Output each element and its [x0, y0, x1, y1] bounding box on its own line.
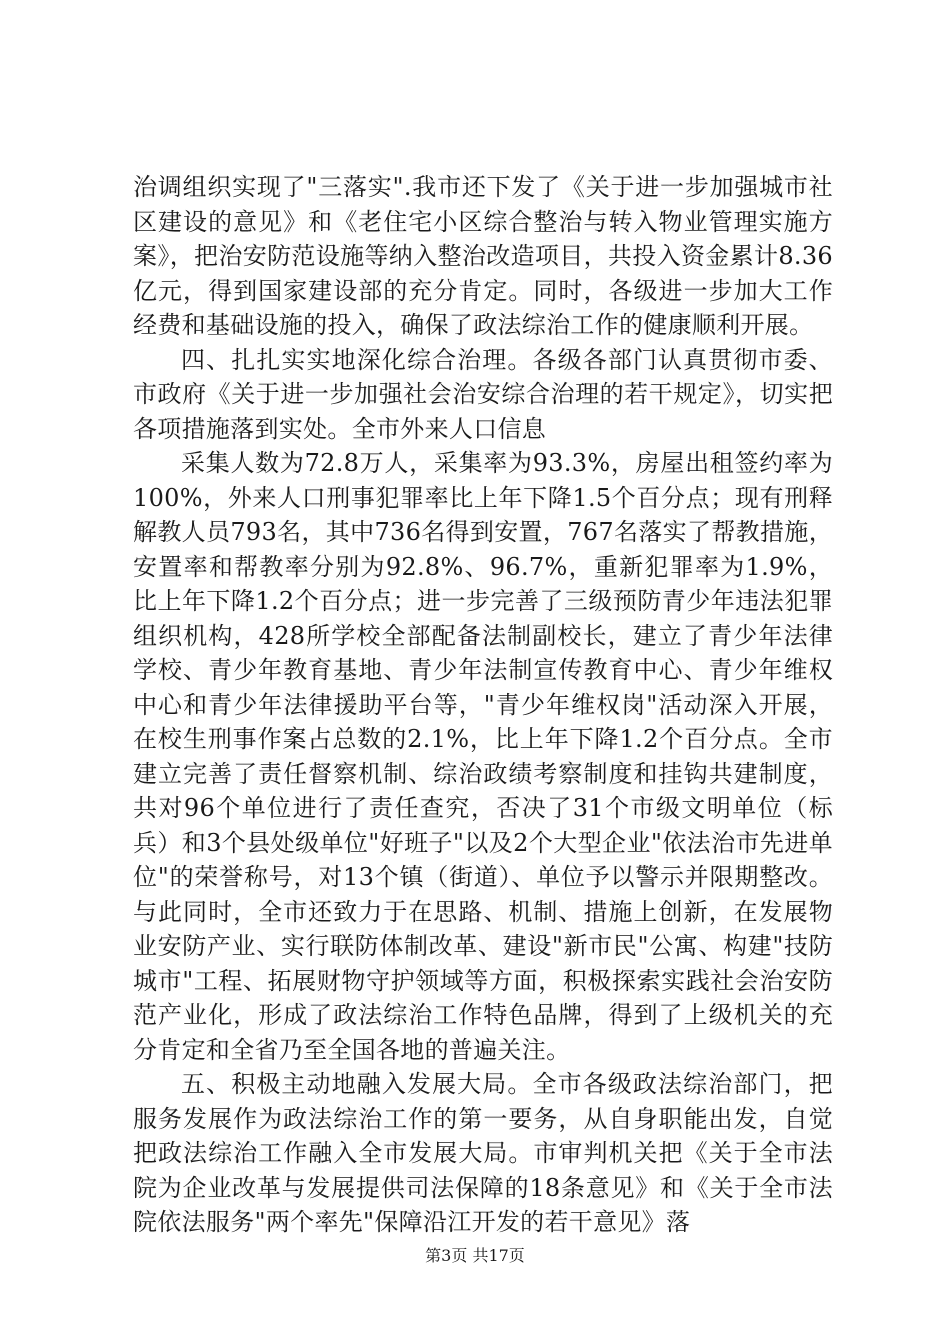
page-number-label: 第3页 共17页 — [425, 1246, 525, 1265]
page-footer — [0, 1243, 950, 1266]
document-body — [133, 170, 833, 1240]
paragraph-4: 五、积极主动地融入发展大局。全市各级政法综治部门，把服务发展作为政法综治工作的第一要务，从自身职能出发，自觉把政法综治工作融入全市发展大局。市审判机关把《关于全市法院为企业改革与发展提供司法保障的18条意见》和《关于全市法院依法服务"两个率先"保障沿江开发的若干意见》落 — [133, 1070, 833, 1236]
paragraph-3: 采集人数为72.8万人，采集率为93.3%，房屋出租签约率为100%，外来人口刑事犯罪率比上年下降1.5个百分点；现有刑释解教人员793名，其中736名得到安置，767名落实了帮教措施，安置率和帮教率分别为92.8%、96.7%，重新犯罪率为1.9%，比上年下降1.2个百分点；进一步完善了三级预防青少年违法犯罪组织机构，428所学校全部配备法制副校长，建立了青少年法律学校、青少年教育基地、青少年法制宣传教育中心、青少年维权中心和青少年法律援助平台等，"青少年维权岗"活动深入开展，在校生刑事作案占总数的2.1%，比上年下降1.2个百分点。全市建立完善了责任督察机制、综治政绩考察制度和挂钩共建制度，共对96个单位进行了责任查究，否决了31个市级文明单位（标兵）和3个县处级单位"好班子"以及2个大型企业"依法治市先进单位"的荣誉称号，对13个镇（街道）、单位予以警示并限期整改。与此同时，全市还致力于在思路、机制、措施上创新，在发展物业安防产业、实行联防体制改革、建设"新市民"公寓、构建"技防城市"工程、拓展财物守护领域等方面，积极探索实践社会治安防范产业化，形成了政法综治工作特色品牌，得到了上级机关的充分肯定和全省乃至全国各地的普遍关注。 — [133, 449, 833, 1064]
paragraph-1: 治调组织实现了"三落实".我市还下发了《关于进一步加强城市社区建设的意见》和《老住宅小区综合整治与转入物业管理实施方案》，把治安防范设施等纳入整治改造项目，共投入资金累计8.36亿元，得到国家建设部的充分肯定。同时，各级进一步加大工作经费和基础设施的投入，确保了政法综治工作的健康顺利开展。 — [133, 173, 833, 339]
paragraph-2: 四、扎扎实实地深化综合治理。各级各部门认真贯彻市委、市政府《关于进一步加强社会治安综合治理的若干规定》，切实把各项措施落到实处。全市外来人口信息 — [133, 345, 833, 443]
